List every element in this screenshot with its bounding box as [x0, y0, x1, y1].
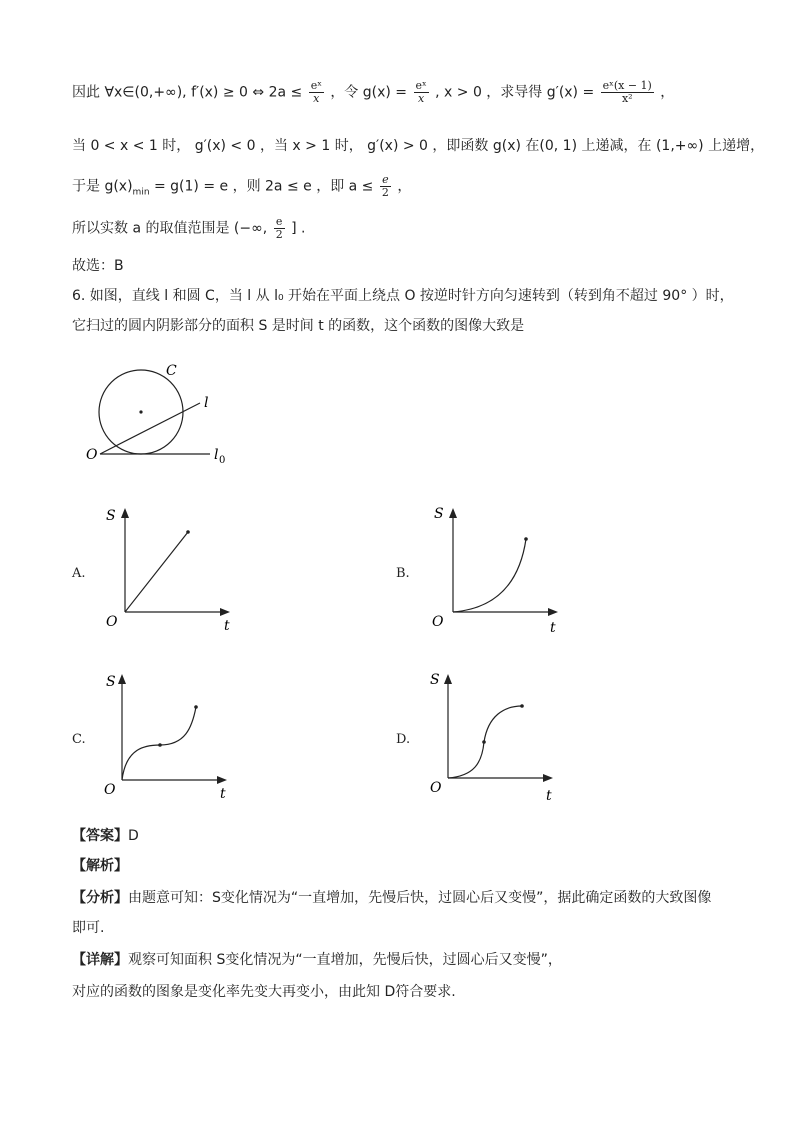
sol1-part1: 因此 ∀x∈(0,+∞), f′(x) ≥ 0 ⇔ 2a ≤: [72, 84, 303, 101]
option-c-graph[interactable]: [100, 668, 240, 803]
y-arrow: [121, 508, 129, 518]
answer-tag: 【答案】: [72, 828, 128, 844]
frac-den: 2: [275, 228, 283, 241]
frac-num: e: [274, 216, 285, 229]
option-b-graph[interactable]: [428, 502, 568, 637]
xiangjie-line-2: 对应的函数的图象是变化率先变大再变小，由此知 D符合要求.: [72, 984, 456, 1000]
solution-line-2: 当 0 < x < 1 时， g′(x) < 0 ，当 x > 1 时， g′(x) > 0 ，即函数 g(x) 在(0, 1) 上递减，在 (1,+∞) 上递增，: [72, 138, 765, 154]
fenxi-text: 由题意可知：S变化情况为“一直增加，先慢后快，过圆心后又变慢”，据此确定函数的大致图像: [128, 890, 712, 906]
sol1-part4: ，: [660, 84, 675, 101]
xiangjie-text: 观察可知面积 S变化情况为“一直增加，先慢后快，过圆心后又变慢”，: [128, 952, 562, 968]
fraction-ex-over-x: [309, 80, 324, 105]
axis-t-label: t: [220, 786, 226, 802]
sol1-part2: ，令 g(x) =: [330, 84, 408, 101]
fraction-gx: [414, 80, 429, 105]
curve-mid-dot: [158, 743, 162, 747]
label-l0-sub: 0: [219, 455, 226, 466]
option-a-label[interactable]: A.: [72, 566, 86, 581]
y-arrow: [118, 674, 126, 684]
question-line-2: 它扫过的圆内阴影部分的面积 S 是时间 t 的函数，这个函数的图像大致是: [72, 318, 525, 334]
xiangjie-line-1: [72, 950, 562, 970]
option-d-label[interactable]: D.: [396, 732, 411, 747]
sol4-part2: ] .: [291, 220, 306, 237]
x-arrow: [548, 608, 558, 616]
y-arrow: [449, 508, 457, 518]
x-arrow: [220, 608, 230, 616]
sol3-part2: = g(1) = e ，则 2a ≤ e ，即 a ≤: [149, 178, 374, 195]
origin-label: O: [430, 780, 442, 796]
option-d-graph[interactable]: [426, 668, 566, 803]
label-c: C: [166, 363, 177, 379]
sol3-part1: 于是 g(x): [72, 178, 133, 195]
curve-mid-dot: [482, 740, 486, 744]
x-arrow: [217, 776, 227, 784]
answer-value: D: [128, 828, 139, 844]
line-l: [100, 403, 200, 454]
curve-end-dot: [194, 705, 198, 709]
fenxi-line-2: 即可.: [72, 920, 105, 936]
sol3-sub: min: [132, 187, 150, 198]
axis-s-label: S: [106, 674, 116, 690]
axis-s-label: S: [106, 508, 116, 524]
circle-center-dot: [139, 410, 142, 413]
frac-num: eˣ: [415, 79, 427, 92]
curve-end-dot: [520, 704, 524, 708]
curve-a: [125, 532, 188, 612]
xiangjie-tag: 【详解】: [72, 952, 128, 968]
option-b-label[interactable]: B.: [396, 566, 410, 581]
circle-line-figure: [80, 355, 250, 470]
analysis-tag: 【解析】: [72, 858, 128, 874]
frac-num: eˣ(x − 1): [602, 79, 652, 92]
question-line-1: 6. 如图，直线 l 和圆 C，当 l 从 l₀ 开始在平面上绕点 O 按逆时针方向匀速转到（转到角不超过 90° ）时，: [72, 288, 734, 304]
sol4-part1: 所以实数 a 的取值范围是 (−∞,: [72, 220, 268, 237]
curve-b: [453, 539, 526, 612]
origin-label: O: [104, 782, 116, 798]
y-arrow: [444, 674, 452, 684]
fraction-e-over-2: [380, 174, 391, 199]
frac-den: x²: [621, 92, 633, 105]
label-l: l: [204, 395, 209, 411]
curve-end-dot: [186, 530, 190, 534]
origin-label: O: [106, 614, 118, 630]
label-o: O: [86, 447, 98, 463]
x-arrow: [543, 774, 553, 782]
axis-t-label: t: [546, 788, 552, 803]
solution-line-3: [72, 174, 411, 202]
answer-line: [72, 826, 139, 846]
axis-t-label: t: [224, 618, 230, 634]
label-l0: l: [214, 447, 219, 463]
fenxi-line-1: [72, 888, 711, 908]
solution-line-4: [72, 216, 306, 241]
frac-den: x: [417, 92, 425, 105]
frac-num: eˣ: [310, 79, 322, 92]
frac-den: x: [313, 92, 320, 105]
axis-s-label: S: [430, 672, 440, 688]
fenxi-tag: 【分析】: [72, 890, 128, 906]
sol3-part3: ，: [397, 178, 412, 195]
origin-label: O: [432, 614, 444, 630]
fraction-gprime: [601, 80, 654, 105]
curve-end-dot: [524, 537, 528, 541]
axis-t-label: t: [550, 620, 556, 636]
option-c-label[interactable]: C.: [72, 732, 86, 747]
curve-c: [122, 707, 196, 780]
sol1-part3: , x > 0 ，求导得 g′(x) =: [435, 84, 595, 101]
solution-line-5: 故选：B: [72, 258, 124, 274]
axis-s-label: S: [434, 506, 444, 522]
fraction-range: [274, 216, 285, 241]
analysis-heading: [72, 856, 128, 876]
frac-den: 2: [381, 186, 389, 199]
solution-line-1: [72, 80, 674, 105]
option-a-graph[interactable]: [100, 502, 240, 637]
frac-num: e: [380, 174, 391, 187]
